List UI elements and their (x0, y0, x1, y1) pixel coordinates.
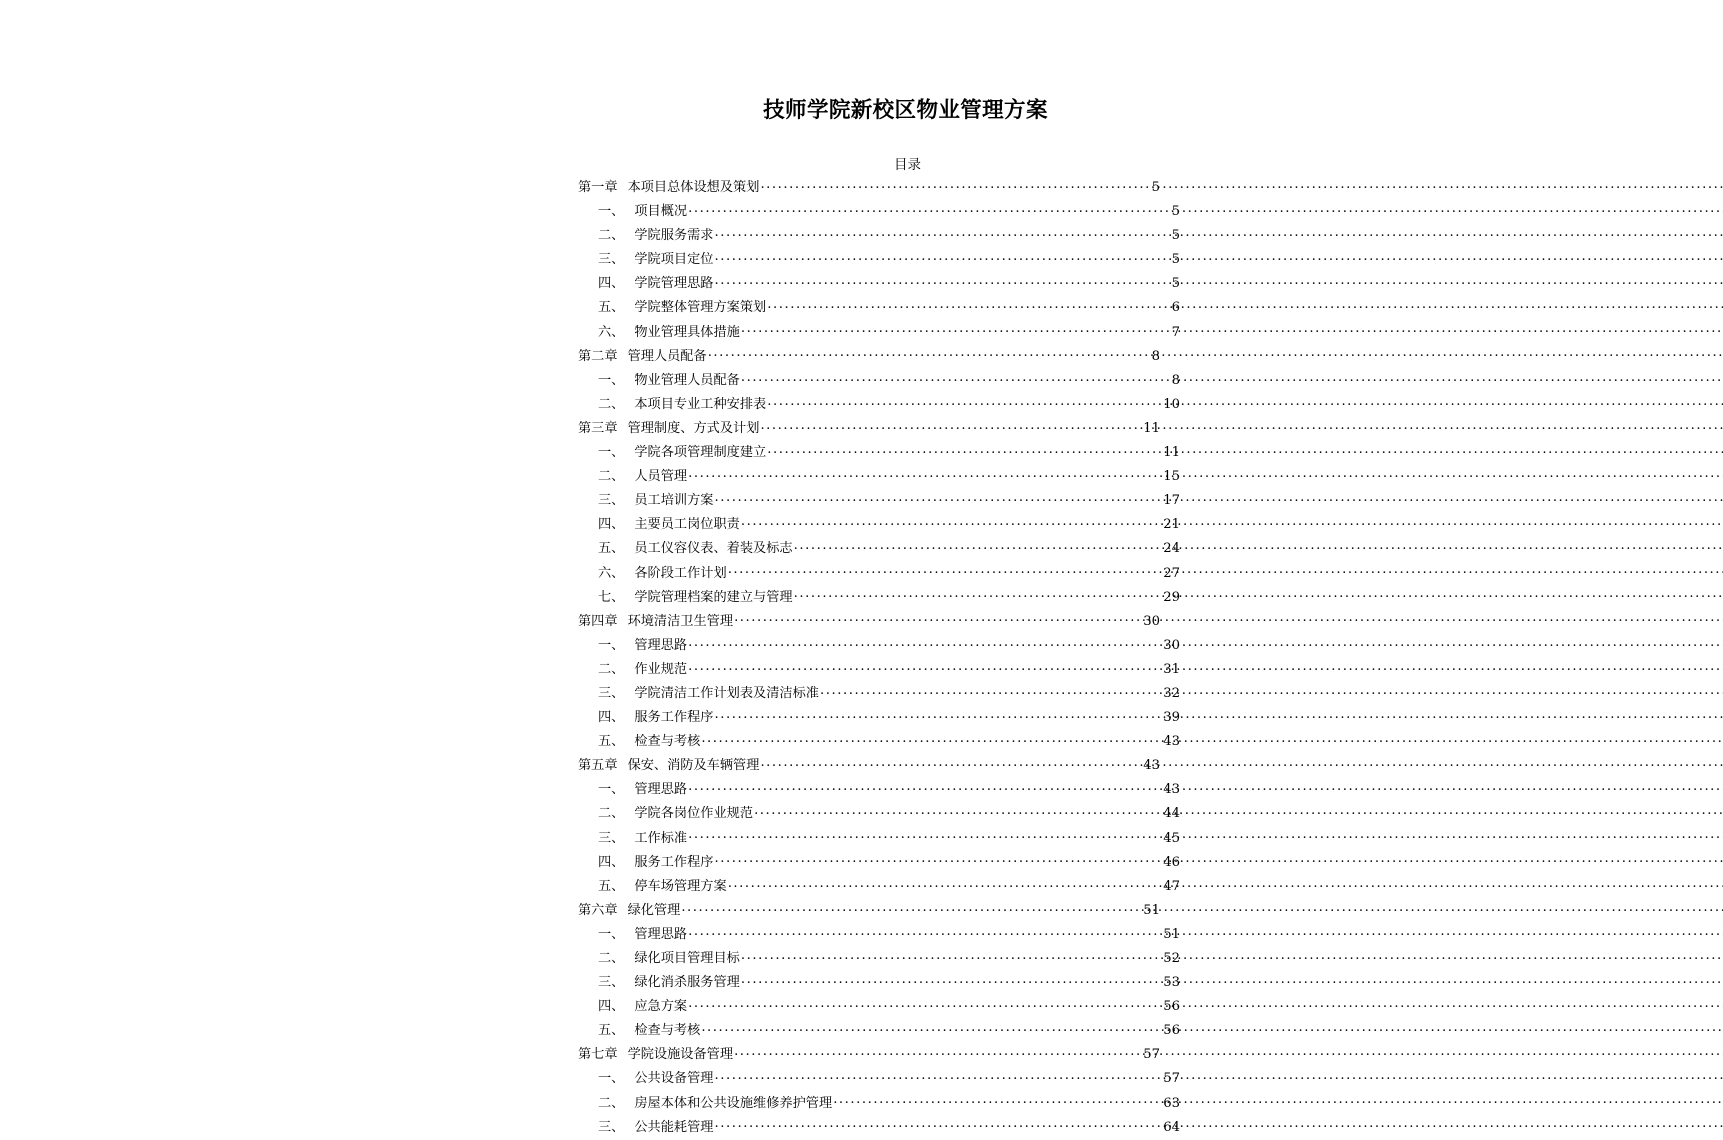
toc-entry-number: 四、 (598, 854, 625, 870)
toc-entry-page-number: 5 (1171, 228, 1180, 244)
toc-entry-number: 第三章 (578, 420, 618, 436)
toc-entry[interactable] (578, 1092, 1180, 1116)
toc-leader-dots (681, 901, 1142, 914)
toc-entry[interactable] (578, 586, 1180, 610)
toc-entry-number: 一、 (598, 445, 625, 461)
toc-entry[interactable] (578, 345, 1160, 369)
toc-entry-label: 员工仪容仪表、着装及标志 (634, 541, 793, 557)
toc-entry-label: 绿化消杀服务管理 (634, 975, 740, 991)
toc-entry-number: 三、 (598, 830, 625, 846)
toc-entry[interactable] (578, 851, 1180, 875)
toc-entry-label: 服务工作程序 (634, 710, 714, 726)
toc-entry[interactable] (578, 778, 1180, 802)
toc-entry-page-number: 53 (1163, 975, 1180, 991)
toc-entry[interactable] (578, 513, 1180, 537)
toc-entry-label: 学院项目定位 (634, 252, 714, 268)
toc-leader-dots (760, 419, 1142, 432)
toc-entry[interactable] (578, 923, 1180, 947)
toc-entry-label: 管理思路 (634, 637, 688, 653)
toc-entry-number: 二、 (598, 228, 625, 244)
toc-entry-label: 项目概况 (634, 204, 688, 220)
toc-leader-dots (794, 587, 1163, 600)
toc-entry-page-number: 30 (1143, 613, 1160, 629)
page-title: 技师学院新校区物业管理方案 (763, 98, 1048, 123)
toc-entry-label: 管理制度、方式及计划 (627, 420, 760, 436)
toc-entry-page-number: 45 (1163, 830, 1180, 846)
toc-leader-dots (715, 852, 1163, 865)
toc-leader-dots (734, 612, 1142, 625)
toc-entry[interactable] (578, 754, 1160, 778)
toc-entry-number: 六、 (598, 565, 625, 581)
toc-entry[interactable] (578, 610, 1160, 634)
toc-leader-dots (741, 973, 1162, 986)
toc-entry-page-number: 44 (1163, 806, 1180, 822)
toc-entry-number: 四、 (598, 276, 625, 292)
toc-entry-label: 绿化项目管理目标 (634, 951, 740, 966)
toc-entry[interactable] (578, 224, 1180, 248)
toc-entry[interactable] (578, 682, 1180, 706)
toc-entry-page-number: 63 (1163, 1095, 1180, 1111)
toc-leader-dots (688, 997, 1162, 1010)
toc-entry-page-number: 43 (1143, 758, 1160, 774)
toc-entry-page-number: 57 (1163, 1071, 1180, 1087)
toc-entry-label: 各阶段工作计划 (634, 565, 727, 581)
toc-entry-page-number: 8 (1171, 372, 1180, 388)
toc-entry-page-number: 24 (1163, 541, 1180, 557)
toc-entry[interactable] (578, 1116, 1180, 1140)
toc-entry[interactable] (578, 802, 1180, 826)
toc-entry[interactable] (578, 537, 1180, 561)
toc-leader-dots (715, 226, 1166, 239)
toc-entry-label: 主要员工岗位职责 (634, 517, 740, 533)
toc-entry[interactable] (578, 321, 1180, 345)
toc-entry-page-number: 39 (1163, 710, 1180, 726)
toc-entry-label: 检查与考核 (634, 1023, 701, 1039)
toc-entry-label: 学院服务需求 (634, 228, 714, 244)
toc-leader-dots (754, 804, 1162, 817)
toc-entry-label: 物业管理具体措施 (634, 324, 740, 340)
toc-entry-number: 一、 (598, 782, 625, 798)
toc-entry[interactable] (578, 562, 1180, 586)
toc-entry-number: 一、 (598, 637, 625, 653)
toc-leader-dots (715, 708, 1163, 721)
toc-leader-dots (760, 756, 1142, 769)
toc-entry[interactable] (578, 393, 1180, 417)
toc-leader-dots (741, 515, 1162, 528)
toc-entry[interactable] (578, 1019, 1180, 1043)
toc-entry-label: 学院管理思路 (634, 276, 714, 292)
toc-entry-page-number: 7 (1171, 324, 1180, 340)
toc-entry-label: 员工培训方案 (634, 493, 714, 509)
toc-entry-label: 本项目专业工种安排表 (634, 396, 767, 412)
toc-entry-label: 本项目总体设想及策划 (627, 180, 760, 195)
toc-entry-page-number: 8 (1151, 348, 1160, 364)
toc-leader-dots (728, 563, 1163, 576)
toc-entry-label: 检查与考核 (634, 734, 701, 750)
toc-entry-page-number: 11 (1143, 420, 1160, 436)
toc-entry-number: 一、 (598, 372, 625, 388)
toc-entry-page-number: 5 (1151, 180, 1160, 195)
toc-entry-label: 工作标准 (634, 830, 688, 846)
toc-entry-number: 四、 (598, 999, 625, 1015)
toc-entry-number: 三、 (598, 685, 625, 701)
toc-leader-dots (688, 636, 1162, 649)
toc-entry-label: 房屋本体和公共设施维修养护管理 (634, 1095, 833, 1111)
toc-entry[interactable] (578, 417, 1160, 441)
toc-entry-label: 学院设施设备管理 (627, 1047, 734, 1063)
toc-entry-number: 第五章 (578, 758, 618, 774)
toc-entry-page-number: 11 (1163, 445, 1180, 461)
toc-entry-label: 作业规范 (634, 661, 688, 677)
toc-entry-label: 学院整体管理方案策划 (634, 300, 767, 316)
toc-entry-number: 三、 (598, 252, 625, 268)
toc-leader-dots (794, 539, 1163, 552)
toc-leader-dots (715, 250, 1166, 263)
toc-entry-number: 第一章 (578, 180, 618, 195)
toc-entry[interactable] (578, 947, 1180, 971)
toc-entry-page-number: 56 (1163, 1023, 1180, 1039)
toc-entry-number: 二、 (598, 951, 625, 966)
toc-entry-page-number: 30 (1163, 637, 1180, 653)
toc-entry-number: 二、 (598, 396, 625, 412)
toc-leader-dots (688, 660, 1162, 673)
toc-entry-number: 五、 (598, 300, 625, 316)
toc-leader-dots (767, 298, 1165, 311)
toc-entry[interactable] (578, 1067, 1180, 1091)
toc-entry-number: 四、 (598, 517, 625, 533)
toc-entry-label: 学院各岗位作业规范 (634, 806, 754, 822)
toc-leader-dots (708, 346, 1145, 359)
toc-entry-page-number: 47 (1163, 878, 1180, 894)
toc-leader-dots (833, 1093, 1162, 1106)
document-page (465, 0, 1258, 1135)
toc-entry-number: 第二章 (578, 348, 618, 364)
toc-entry-number: 二、 (598, 1095, 625, 1111)
toc-leader-dots (728, 877, 1163, 890)
toc-entry[interactable] (578, 465, 1180, 489)
toc-leader-dots (701, 1021, 1162, 1034)
toc-entry[interactable] (578, 827, 1180, 851)
toc-entry-number: 五、 (598, 878, 625, 894)
toc-entry-page-number: 5 (1171, 204, 1180, 220)
toc-entry-label: 人员管理 (634, 469, 688, 485)
table-of-contents (578, 176, 1180, 1140)
toc-entry[interactable] (578, 200, 1180, 224)
toc-leader-dots (741, 322, 1165, 335)
toc-entry-label: 物业管理人员配备 (634, 372, 740, 388)
toc-entry-page-number: 5 (1171, 276, 1180, 292)
toc-leader-dots (715, 274, 1166, 287)
toc-entry-page-number: 27 (1163, 565, 1180, 581)
toc-entry-number: 五、 (598, 734, 625, 750)
toc-entry-page-number: 6 (1171, 300, 1180, 316)
toc-leader-dots (688, 467, 1162, 480)
toc-entry[interactable] (578, 971, 1180, 995)
toc-entry-label: 停车场管理方案 (634, 878, 727, 894)
toc-entry-number: 第七章 (578, 1047, 618, 1063)
toc-entry-page-number: 57 (1143, 1047, 1160, 1063)
toc-entry[interactable] (578, 441, 1180, 465)
toc-entry-label: 管理人员配备 (627, 348, 707, 364)
toc-leader-dots (688, 202, 1165, 215)
toc-leader-dots (688, 780, 1162, 793)
toc-leader-dots (688, 828, 1162, 841)
toc-entry[interactable] (578, 899, 1160, 923)
toc-entry[interactable] (578, 176, 1160, 200)
toc-leader-dots (734, 1045, 1142, 1058)
toc-entry-number: 五、 (598, 541, 625, 557)
toc-entry-page-number: 51 (1163, 926, 1180, 942)
toc-entry[interactable] (578, 730, 1180, 754)
toc-entry[interactable] (578, 489, 1180, 513)
toc-entry-page-number: 31 (1163, 661, 1180, 677)
toc-entry-page-number: 46 (1163, 854, 1180, 870)
toc-entry-number: 七、 (598, 589, 625, 605)
toc-entry[interactable] (578, 248, 1180, 272)
toc-leader-dots (767, 443, 1162, 456)
toc-entry[interactable] (578, 706, 1180, 730)
toc-entry-label: 学院管理档案的建立与管理 (634, 589, 793, 605)
toc-entry-label: 应急方案 (634, 999, 688, 1015)
toc-entry-page-number: 43 (1163, 782, 1180, 798)
toc-entry-page-number: 64 (1163, 1119, 1180, 1135)
toc-leader-dots (701, 732, 1162, 745)
toc-entry[interactable] (578, 1043, 1160, 1067)
toc-entry-label: 管理思路 (634, 926, 688, 942)
toc-entry-number: 一、 (598, 1071, 625, 1087)
toc-entry-label: 管理思路 (634, 782, 688, 798)
toc-leader-dots (715, 1117, 1163, 1130)
toc-entry-number: 一、 (598, 204, 625, 220)
toc-entry-page-number: 29 (1163, 589, 1180, 605)
toc-entry-label: 公共能耗管理 (634, 1119, 714, 1135)
toc-entry-number: 二、 (598, 469, 625, 485)
toc-entry-number: 三、 (598, 1119, 625, 1135)
toc-entry-number: 三、 (598, 493, 625, 509)
toc-entry[interactable] (578, 658, 1180, 682)
toc-leader-dots (741, 371, 1165, 384)
toc-entry[interactable] (578, 875, 1180, 899)
toc-entry-number: 二、 (598, 661, 625, 677)
toc-entry-label: 学院各项管理制度建立 (634, 445, 767, 461)
toc-entry[interactable] (578, 272, 1180, 296)
toc-entry-number: 六、 (598, 324, 625, 340)
toc-entry-page-number: 10 (1163, 396, 1180, 412)
toc-entry-page-number: 21 (1163, 517, 1180, 533)
toc-leader-dots (688, 925, 1162, 938)
toc-entry-page-number: 32 (1163, 685, 1180, 701)
toc-leader-dots (715, 491, 1163, 504)
toc-entry-number: 四、 (598, 710, 625, 726)
toc-entry-label: 服务工作程序 (634, 854, 714, 870)
toc-entry-number: 三、 (598, 975, 625, 991)
toc-leader-dots (741, 949, 1162, 962)
toc-entry-page-number: 17 (1163, 493, 1180, 509)
toc-entry-number: 第四章 (578, 613, 618, 629)
toc-entry-number: 一、 (598, 926, 625, 942)
toc-entry-label: 保安、消防及车辆管理 (627, 758, 760, 774)
toc-entry-label: 环境清洁卫生管理 (627, 613, 734, 629)
toc-entry-page-number: 52 (1163, 951, 1180, 966)
toc-entry-label: 学院清洁工作计划表及清洁标准 (634, 685, 819, 701)
toc-entry-label: 绿化管理 (627, 902, 681, 918)
toc-entry-number: 五、 (598, 1023, 625, 1039)
toc-entry-page-number: 51 (1143, 902, 1160, 918)
toc-leader-dots (820, 684, 1162, 697)
toc-entry[interactable] (578, 296, 1180, 320)
toc-leader-dots (767, 395, 1162, 408)
toc-entry-page-number: 56 (1163, 999, 1180, 1015)
toc-entry[interactable] (578, 634, 1180, 658)
toc-entry-label: 公共设备管理 (634, 1071, 714, 1087)
toc-entry[interactable] (578, 995, 1180, 1019)
toc-leader-dots (715, 1069, 1163, 1082)
toc-entry-page-number: 15 (1163, 469, 1180, 485)
toc-entry[interactable] (578, 369, 1180, 393)
toc-entry-number: 第六章 (578, 902, 618, 918)
toc-entry-page-number: 5 (1171, 252, 1180, 268)
toc-leader-dots (760, 178, 1145, 191)
toc-heading: 目录 (894, 157, 921, 173)
toc-entry-page-number: 43 (1163, 734, 1180, 750)
toc-entry-number: 二、 (598, 806, 625, 822)
